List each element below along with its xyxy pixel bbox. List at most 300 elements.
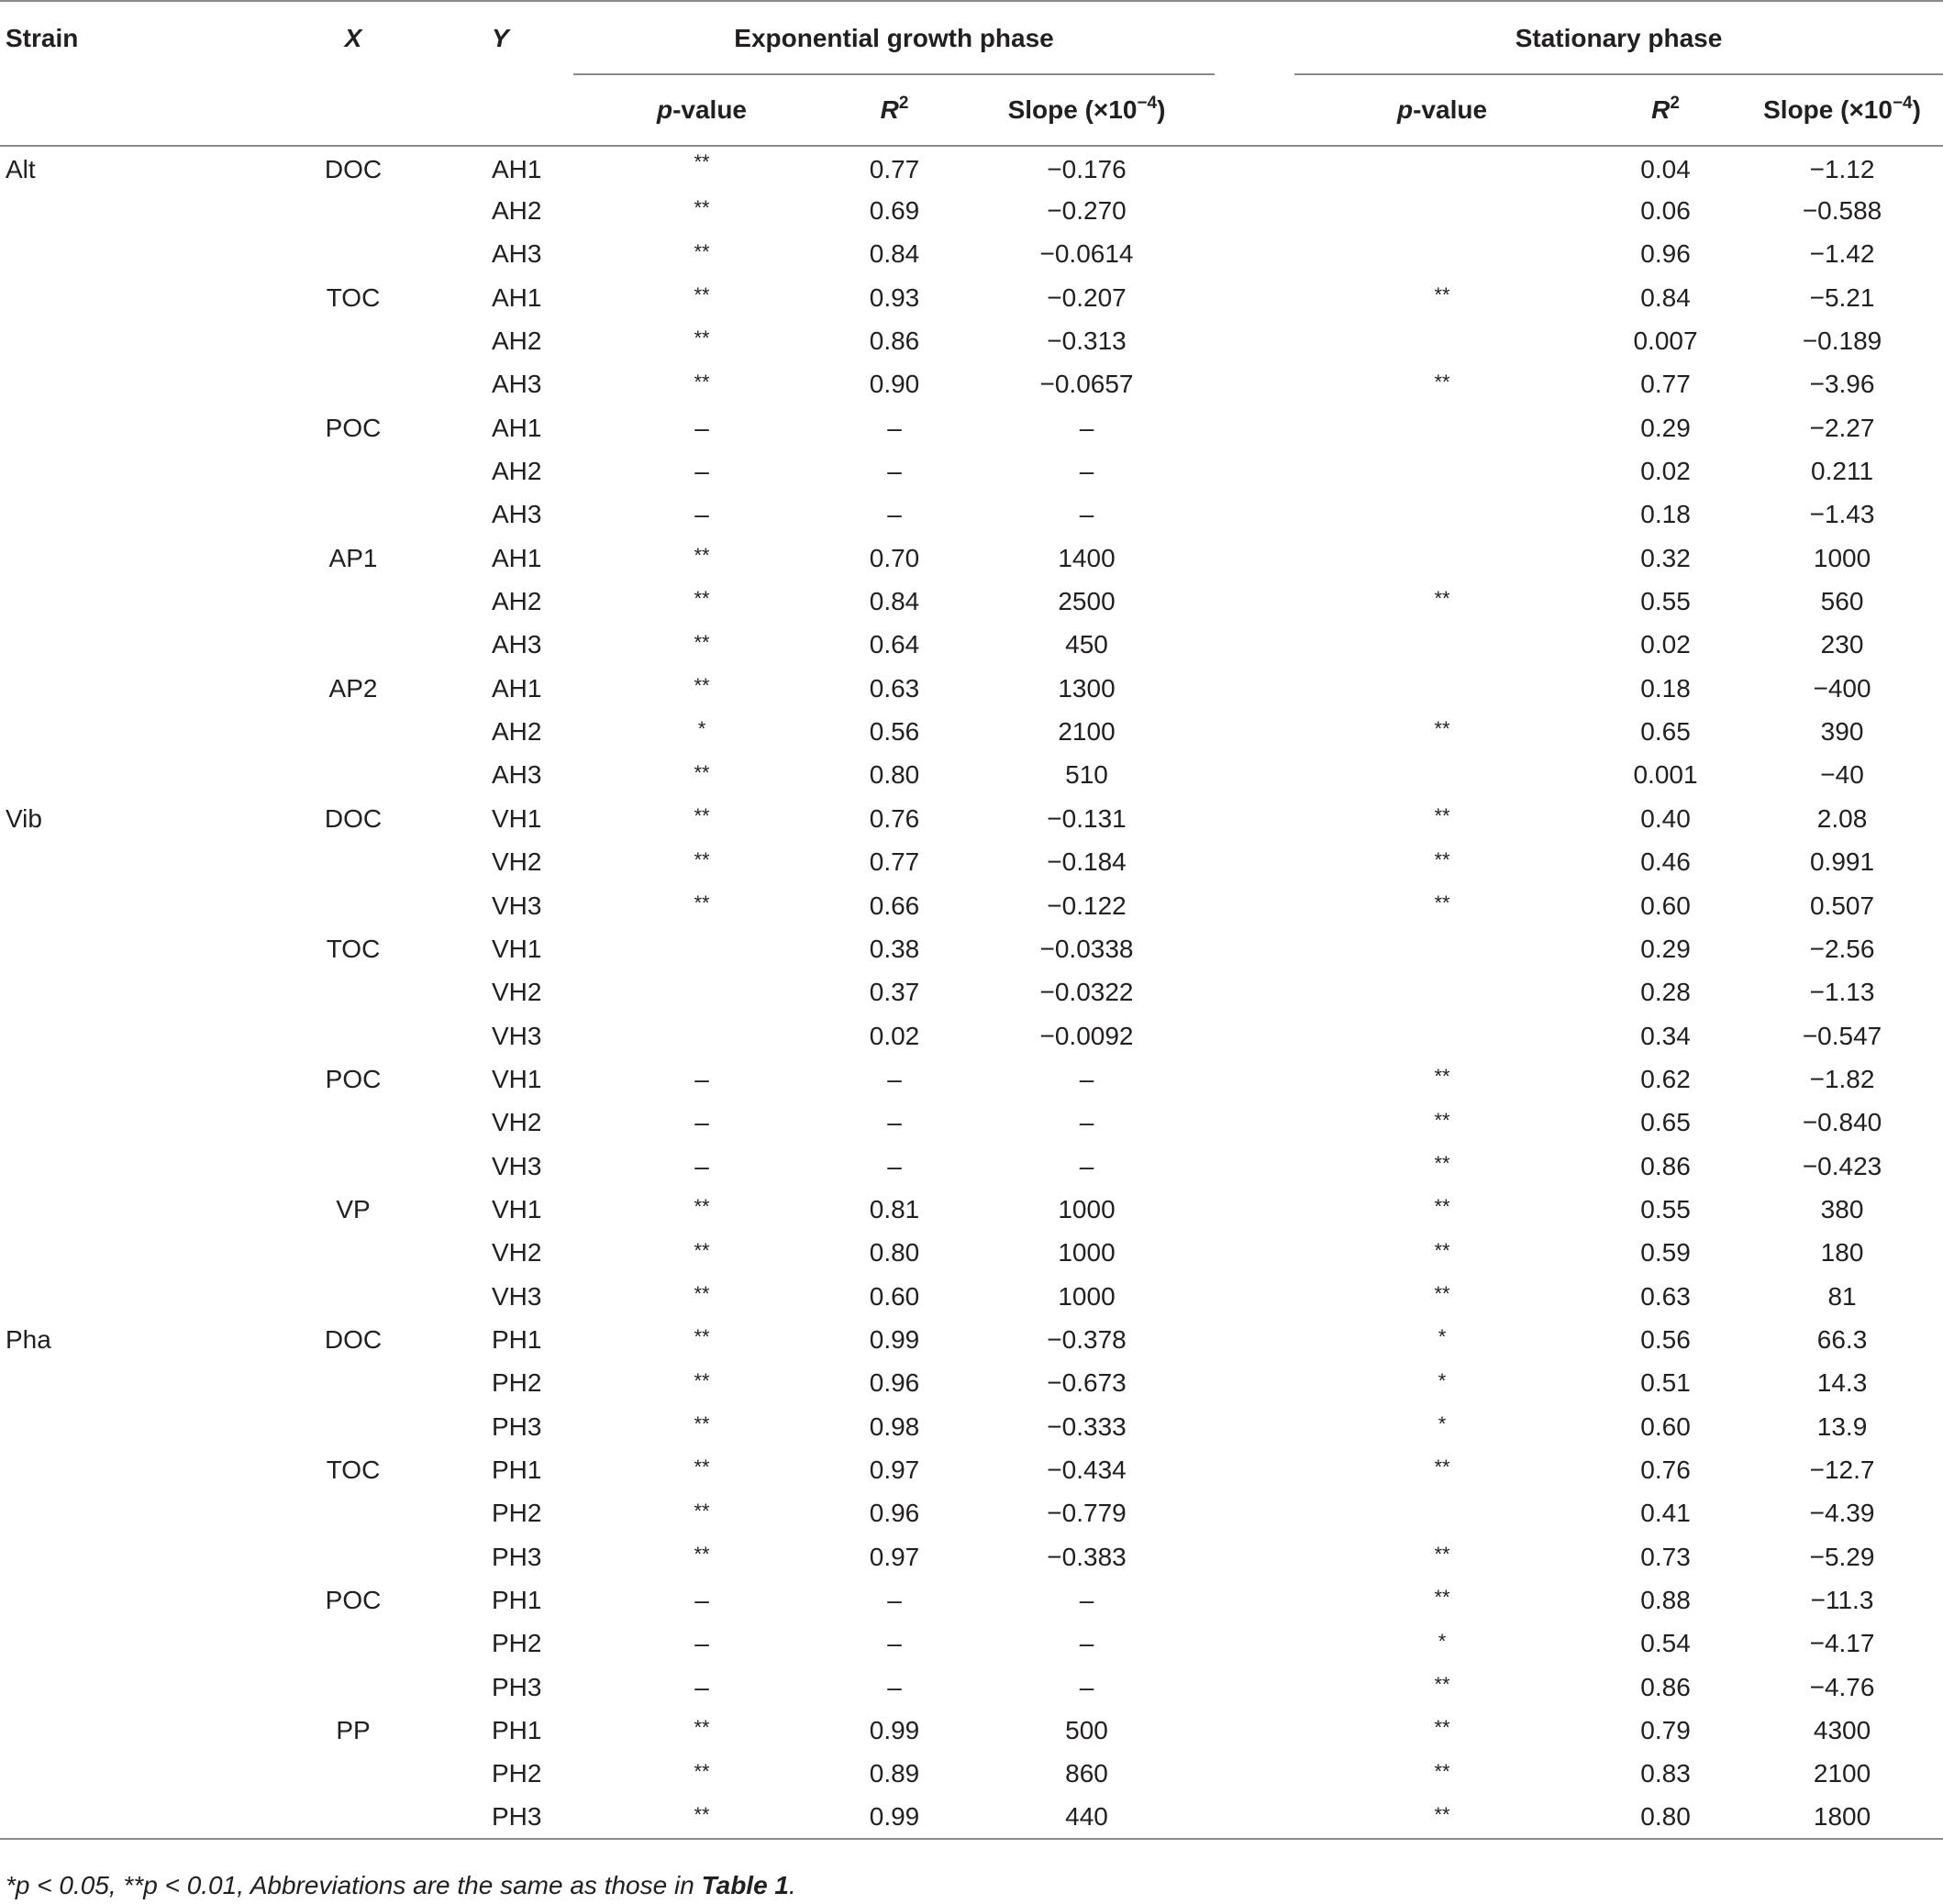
cell-exp-r2: – — [887, 1064, 902, 1093]
cell-strain — [0, 710, 216, 753]
cell-stat-r2: 0.34 — [1640, 1021, 1691, 1050]
cell-strain — [0, 1101, 216, 1145]
cell-y: AH1 — [492, 282, 542, 312]
cell-x — [216, 754, 491, 797]
cell-exp-r2: 0.56 — [869, 717, 920, 747]
cell-x — [216, 449, 491, 493]
cell-exp-slope: −0.270 — [1047, 196, 1127, 226]
cell-stat-pvalue: ** — [1434, 587, 1450, 611]
cell-stat-slope: 4300 — [1813, 1716, 1871, 1745]
cell-exp-slope: – — [1079, 1629, 1094, 1658]
cell-stat-pvalue: ** — [1434, 891, 1450, 914]
cell-stat-r2: 0.001 — [1633, 760, 1698, 790]
cell-stat-r2: 0.54 — [1640, 1629, 1691, 1658]
cell-stat-r2: 0.86 — [1640, 1151, 1691, 1180]
cell-exp-pvalue: ** — [694, 283, 710, 307]
cell-exp-pvalue: – — [694, 1672, 709, 1701]
cell-x: TOC — [326, 1455, 381, 1484]
cell-y: VH2 — [492, 847, 542, 877]
cell-exp-pvalue: ** — [694, 1238, 710, 1262]
header-exp-slope: Slope $(\times 10^{-4})$ — [1007, 93, 1166, 124]
cell-stat-pvalue — [1294, 449, 1590, 493]
cell-exp-pvalue: – — [694, 413, 709, 442]
cell-stat-r2: 0.88 — [1640, 1586, 1691, 1615]
cell-exp-pvalue: ** — [694, 1499, 710, 1522]
cell-x — [216, 233, 491, 276]
cell-stat-slope: 1000 — [1813, 543, 1871, 572]
cell-exp-slope: 440 — [1065, 1802, 1108, 1832]
cell-exp-pvalue: * — [697, 717, 706, 741]
stat-phase-rule — [1294, 73, 1943, 75]
cell-stat-pvalue — [1294, 754, 1590, 797]
table-row — [0, 1145, 1943, 1188]
cell-exp-r2: 0.93 — [869, 282, 920, 312]
table-row — [0, 189, 1943, 232]
cell-stat-pvalue: ** — [1434, 804, 1450, 828]
cell-exp-pvalue: ** — [694, 1759, 710, 1783]
cell-exp-slope: 1000 — [1058, 1194, 1116, 1223]
cell-exp-slope: −0.434 — [1047, 1455, 1127, 1484]
cell-exp-slope: −0.0614 — [1039, 239, 1134, 269]
cell-exp-r2: 0.84 — [869, 239, 920, 269]
cell-stat-pvalue — [1294, 624, 1590, 667]
table-row — [0, 319, 1943, 362]
exp-phase-rule — [573, 73, 1215, 75]
cell-exp-r2: 0.69 — [869, 196, 920, 226]
table-row — [0, 624, 1943, 667]
table-row — [0, 493, 1943, 537]
cell-stat-slope: 66.3 — [1816, 1324, 1868, 1354]
cell-stat-slope: 81 — [1827, 1281, 1857, 1311]
cell-exp-pvalue: ** — [694, 804, 710, 828]
cell-exp-pvalue: ** — [694, 1803, 710, 1827]
cell-y: AH2 — [492, 196, 542, 226]
header-exp-r2: $R^2$ — [880, 93, 909, 124]
cell-strain — [0, 841, 216, 884]
cell-exp-r2: 0.77 — [869, 155, 920, 184]
cell-stat-slope: −400 — [1813, 673, 1871, 703]
cell-exp-pvalue: ** — [694, 1368, 710, 1392]
cell-exp-pvalue: ** — [694, 1195, 710, 1219]
cell-stat-pvalue — [1294, 927, 1590, 970]
cell-exp-slope: −0.779 — [1047, 1499, 1127, 1528]
cell-exp-r2: 0.66 — [869, 891, 920, 920]
cell-stat-slope: −0.840 — [1802, 1108, 1882, 1137]
table-row — [0, 276, 1943, 319]
cell-stat-pvalue — [1294, 971, 1590, 1014]
cell-y: VH3 — [492, 891, 542, 920]
table-row — [0, 1405, 1943, 1448]
cell-exp-r2: 0.80 — [869, 760, 920, 790]
cell-y: AH3 — [492, 500, 542, 529]
cell-exp-slope: −0.0657 — [1039, 370, 1134, 399]
cell-exp-r2: 0.96 — [869, 1499, 920, 1528]
cell-exp-r2: 0.63 — [869, 673, 920, 703]
cell-stat-pvalue — [1294, 1492, 1590, 1535]
cell-stat-slope: −4.76 — [1809, 1672, 1875, 1701]
cell-stat-r2: 0.73 — [1640, 1542, 1691, 1571]
cell-exp-pvalue: ** — [694, 1411, 710, 1435]
cell-exp-r2: – — [887, 1629, 902, 1658]
table-row — [0, 841, 1943, 884]
cell-y: AH3 — [492, 630, 542, 659]
cell-x — [216, 1535, 491, 1578]
cell-stat-pvalue: ** — [1434, 1108, 1450, 1132]
cell-stat-r2: 0.04 — [1640, 155, 1691, 184]
cell-x — [216, 884, 491, 927]
cell-strain — [0, 1492, 216, 1535]
cell-y: VH1 — [492, 1064, 542, 1093]
cell-strain — [0, 319, 216, 362]
cell-exp-slope: −0.378 — [1047, 1324, 1127, 1354]
cell-exp-pvalue: – — [694, 500, 709, 529]
cell-exp-r2: – — [887, 1151, 902, 1180]
cell-stat-pvalue: ** — [1434, 1543, 1450, 1566]
cell-y: PH1 — [492, 1455, 542, 1484]
cell-x — [216, 1275, 491, 1318]
cell-y: VH3 — [492, 1151, 542, 1180]
cell-y: AH1 — [492, 413, 542, 442]
cell-strain — [0, 1362, 216, 1405]
cell-stat-slope: 380 — [1820, 1194, 1864, 1223]
cell-exp-pvalue: – — [694, 1108, 709, 1137]
table-row — [0, 754, 1943, 797]
cell-y: VH3 — [492, 1021, 542, 1050]
cell-strain — [0, 1796, 216, 1839]
cell-exp-slope: −0.176 — [1047, 155, 1127, 184]
cell-x — [216, 1362, 491, 1405]
cell-y: VH1 — [492, 1194, 542, 1223]
table-row — [0, 233, 1943, 276]
cell-x — [216, 624, 491, 667]
cell-exp-pvalue: ** — [694, 1325, 710, 1349]
cell-strain — [0, 1232, 216, 1275]
cell-strain — [0, 884, 216, 927]
cell-x — [216, 1666, 491, 1709]
cell-stat-r2: 0.55 — [1640, 587, 1691, 616]
cell-exp-r2: – — [887, 1672, 902, 1701]
table-row — [0, 971, 1943, 1014]
cell-y: AH2 — [492, 587, 542, 616]
cell-exp-pvalue: ** — [694, 587, 710, 611]
table-row — [0, 146, 1943, 189]
cell-stat-slope: 230 — [1820, 630, 1864, 659]
cell-y: AH3 — [492, 370, 542, 399]
cell-y: AH3 — [492, 760, 542, 790]
cell-y: PH1 — [492, 1324, 542, 1354]
cell-exp-pvalue: ** — [694, 544, 710, 568]
cell-exp-pvalue: ** — [694, 630, 710, 654]
cell-exp-slope: – — [1079, 457, 1094, 486]
header-stat-r2: $R^2$ — [1651, 93, 1680, 124]
cell-exp-r2: 0.96 — [869, 1368, 920, 1398]
cell-stat-r2: 0.80 — [1640, 1802, 1691, 1832]
cell-strain — [0, 927, 216, 970]
cell-exp-slope: 510 — [1065, 760, 1108, 790]
cell-y: VH2 — [492, 1108, 542, 1137]
cell-y: AH1 — [492, 543, 542, 572]
cell-strain — [0, 1188, 216, 1231]
cell-stat-pvalue: * — [1438, 1411, 1447, 1435]
cell-stat-pvalue: * — [1438, 1325, 1447, 1349]
cell-stat-r2: 0.56 — [1640, 1324, 1691, 1354]
cell-exp-r2: – — [887, 500, 902, 529]
cell-strain — [0, 233, 216, 276]
cell-y: PH3 — [492, 1802, 542, 1832]
cell-exp-pvalue: ** — [694, 674, 710, 698]
cell-exp-pvalue: ** — [694, 847, 710, 871]
table-row — [0, 363, 1943, 406]
cell-exp-r2: 0.90 — [869, 370, 920, 399]
cell-strain — [0, 667, 216, 710]
cell-strain — [0, 1145, 216, 1188]
cell-exp-slope: 450 — [1065, 630, 1108, 659]
cell-exp-r2: 0.99 — [869, 1324, 920, 1354]
cell-strain — [0, 1405, 216, 1448]
cell-exp-slope: 1400 — [1058, 543, 1116, 572]
cell-y: VH2 — [492, 1238, 542, 1267]
cell-strain — [0, 1057, 216, 1101]
cell-exp-slope: −0.207 — [1047, 282, 1127, 312]
cell-stat-slope: 2100 — [1813, 1759, 1871, 1788]
cell-strain — [0, 1666, 216, 1709]
header-stationary-phase: Stationary phase — [1515, 23, 1723, 52]
cell-x: POC — [325, 1586, 382, 1615]
table-row — [0, 449, 1943, 493]
cell-x — [216, 841, 491, 884]
cell-stat-r2: 0.83 — [1640, 1759, 1691, 1788]
cell-stat-pvalue: * — [1438, 1368, 1447, 1392]
cell-strain — [0, 1275, 216, 1318]
cell-exp-slope: 1300 — [1058, 673, 1116, 703]
cell-exp-slope: – — [1079, 1064, 1094, 1093]
cell-exp-slope: – — [1079, 500, 1094, 529]
cell-stat-slope: −0.547 — [1802, 1021, 1882, 1050]
cell-stat-slope: 560 — [1820, 587, 1864, 616]
cell-stat-r2: 0.86 — [1640, 1672, 1691, 1701]
cell-exp-pvalue: ** — [694, 1716, 710, 1740]
cell-stat-slope: −1.12 — [1809, 155, 1875, 184]
cell-exp-slope: 2500 — [1058, 587, 1116, 616]
cell-strain: Vib — [6, 803, 42, 833]
cell-x: POC — [325, 1064, 382, 1093]
cell-stat-slope: 0.991 — [1809, 847, 1875, 877]
cell-stat-pvalue: ** — [1434, 847, 1450, 871]
cell-exp-slope: −0.184 — [1047, 847, 1127, 877]
cell-x — [216, 1753, 491, 1796]
cell-exp-r2: 0.77 — [869, 847, 920, 877]
cell-exp-r2: 0.84 — [869, 587, 920, 616]
table-row — [0, 1666, 1943, 1709]
cell-exp-r2: – — [887, 457, 902, 486]
cell-exp-slope: 1000 — [1058, 1238, 1116, 1267]
cell-stat-pvalue — [1294, 493, 1590, 537]
cell-strain — [0, 537, 216, 580]
table-row — [0, 1753, 1943, 1796]
cell-stat-pvalue: ** — [1434, 1456, 1450, 1479]
header-exp-pvalue: p-value — [656, 94, 748, 124]
cell-y: PH1 — [492, 1586, 542, 1615]
header-row-metrics — [0, 74, 1943, 146]
cell-exp-pvalue: ** — [694, 370, 710, 393]
cell-x — [216, 1232, 491, 1275]
cell-stat-pvalue — [1294, 667, 1590, 710]
cell-stat-r2: 0.76 — [1640, 1455, 1691, 1484]
cell-stat-slope: −1.42 — [1809, 239, 1875, 269]
cell-stat-pvalue: ** — [1434, 1759, 1450, 1783]
table-row — [0, 580, 1943, 623]
table-row — [0, 1709, 1943, 1752]
cell-stat-slope: 2.08 — [1816, 803, 1868, 833]
header-stat-pvalue: p-value — [1396, 94, 1488, 124]
cell-exp-pvalue: – — [694, 1629, 709, 1658]
cell-stat-pvalue: ** — [1434, 1281, 1450, 1305]
cell-stat-pvalue — [1294, 1014, 1590, 1057]
cell-exp-r2: 0.70 — [869, 543, 920, 572]
cell-exp-r2: – — [887, 1586, 902, 1615]
cell-x: POC — [325, 413, 382, 442]
cell-exp-pvalue: – — [694, 1586, 709, 1615]
cell-exp-slope: 1000 — [1058, 1281, 1116, 1311]
cell-x — [216, 189, 491, 232]
cell-stat-slope: −0.189 — [1802, 327, 1882, 356]
header-y: Y — [492, 23, 509, 52]
table-row — [0, 537, 1943, 580]
cell-strain: Pha — [6, 1324, 51, 1354]
cell-x — [216, 1145, 491, 1188]
cell-y: AH2 — [492, 327, 542, 356]
cell-strain — [0, 1448, 216, 1491]
cell-stat-slope: −2.27 — [1809, 413, 1875, 442]
cell-y: PH3 — [492, 1411, 542, 1441]
cell-x: AP1 — [328, 543, 378, 572]
table-row — [0, 406, 1943, 449]
cell-exp-pvalue: ** — [694, 1456, 710, 1479]
cell-stat-slope: −5.29 — [1809, 1542, 1875, 1571]
cell-x: DOC — [324, 803, 383, 833]
cell-stat-slope: −3.96 — [1809, 370, 1875, 399]
cell-stat-slope: −0.588 — [1802, 196, 1882, 226]
cell-y: PH2 — [492, 1629, 542, 1658]
cell-stat-slope: −0.423 — [1802, 1151, 1882, 1180]
cell-exp-pvalue — [573, 1014, 830, 1057]
cell-stat-pvalue: ** — [1434, 1065, 1450, 1089]
cell-y: VH2 — [492, 978, 542, 1007]
cell-exp-r2: – — [887, 1108, 902, 1137]
cell-x — [216, 710, 491, 753]
cell-stat-r2: 0.60 — [1640, 891, 1691, 920]
cell-stat-pvalue: ** — [1434, 283, 1450, 307]
cell-strain — [0, 1578, 216, 1622]
cell-exp-pvalue — [573, 927, 830, 970]
cell-stat-slope: 14.3 — [1816, 1368, 1868, 1398]
cell-strain — [0, 1535, 216, 1578]
cell-stat-pvalue: ** — [1434, 370, 1450, 393]
cell-x — [216, 1622, 491, 1666]
cell-exp-r2: 0.97 — [869, 1542, 920, 1571]
cell-y: PH1 — [492, 1716, 542, 1745]
cell-x — [216, 1492, 491, 1535]
cell-strain — [0, 754, 216, 797]
cell-stat-r2: 0.55 — [1640, 1194, 1691, 1223]
cell-exp-r2: 0.86 — [869, 327, 920, 356]
cell-y: PH3 — [492, 1542, 542, 1571]
cell-y: AH2 — [492, 717, 542, 747]
cell-strain: Alt — [6, 155, 36, 184]
cell-x: AP2 — [328, 673, 378, 703]
cell-exp-slope: −0.0322 — [1039, 978, 1134, 1007]
cell-exp-pvalue: ** — [694, 760, 710, 784]
header-row-phases — [0, 1, 1943, 74]
cell-strain — [0, 276, 216, 319]
cell-x — [216, 493, 491, 537]
header-x: X — [344, 23, 362, 52]
cell-y: VH3 — [492, 1281, 542, 1311]
cell-stat-r2: 0.29 — [1640, 413, 1691, 442]
cell-stat-slope: 0.507 — [1809, 891, 1875, 920]
cell-exp-pvalue: – — [694, 1151, 709, 1180]
table-row — [0, 1492, 1943, 1535]
cell-x — [216, 971, 491, 1014]
cell-strain — [0, 580, 216, 623]
table-row — [0, 1796, 1943, 1839]
table-footnote: *p < 0.05, **p < 0.01, Abbreviations are the same as those in Table 1. — [6, 1871, 796, 1899]
cell-stat-r2: 0.18 — [1640, 500, 1691, 529]
table-row — [0, 710, 1943, 753]
table-row — [0, 1057, 1943, 1101]
cell-stat-slope: 13.9 — [1816, 1411, 1868, 1441]
cell-stat-r2: 0.40 — [1640, 803, 1691, 833]
cell-exp-slope: −0.673 — [1047, 1368, 1127, 1398]
cell-stat-r2: 0.06 — [1640, 196, 1691, 226]
cell-stat-r2: 0.41 — [1640, 1499, 1691, 1528]
cell-strain — [0, 1014, 216, 1057]
cell-stat-pvalue — [1294, 146, 1590, 189]
cell-exp-r2: – — [887, 413, 902, 442]
cell-x: DOC — [324, 1324, 383, 1354]
cell-y: PH2 — [492, 1759, 542, 1788]
cell-stat-slope: −1.82 — [1809, 1064, 1875, 1093]
cell-x — [216, 363, 491, 406]
cell-stat-r2: 0.63 — [1640, 1281, 1691, 1311]
cell-stat-slope: −1.13 — [1809, 978, 1875, 1007]
cell-exp-slope: – — [1079, 1586, 1094, 1615]
cell-strain — [0, 1622, 216, 1666]
cell-exp-slope: 2100 — [1058, 717, 1116, 747]
cell-x: TOC — [326, 934, 381, 963]
cell-exp-r2: 0.60 — [869, 1281, 920, 1311]
cell-stat-slope: −40 — [1820, 760, 1864, 790]
table-row — [0, 1188, 1943, 1231]
cell-exp-slope: – — [1079, 1672, 1094, 1701]
cell-y: AH3 — [492, 239, 542, 269]
table-row — [0, 1014, 1943, 1057]
cell-exp-r2: 0.99 — [869, 1716, 920, 1745]
cell-y: PH2 — [492, 1499, 542, 1528]
cell-y: VH1 — [492, 934, 542, 963]
cell-exp-pvalue: ** — [694, 196, 710, 220]
cell-x: VP — [336, 1194, 371, 1223]
cell-exp-slope: −0.122 — [1047, 891, 1127, 920]
cell-stat-r2: 0.84 — [1640, 282, 1691, 312]
cell-exp-slope: – — [1079, 1108, 1094, 1137]
cell-exp-r2: 0.98 — [869, 1411, 920, 1441]
cell-stat-pvalue: ** — [1434, 717, 1450, 741]
cell-stat-pvalue — [1294, 189, 1590, 232]
cell-strain — [0, 449, 216, 493]
cell-exp-pvalue — [573, 971, 830, 1014]
cell-strain — [0, 624, 216, 667]
